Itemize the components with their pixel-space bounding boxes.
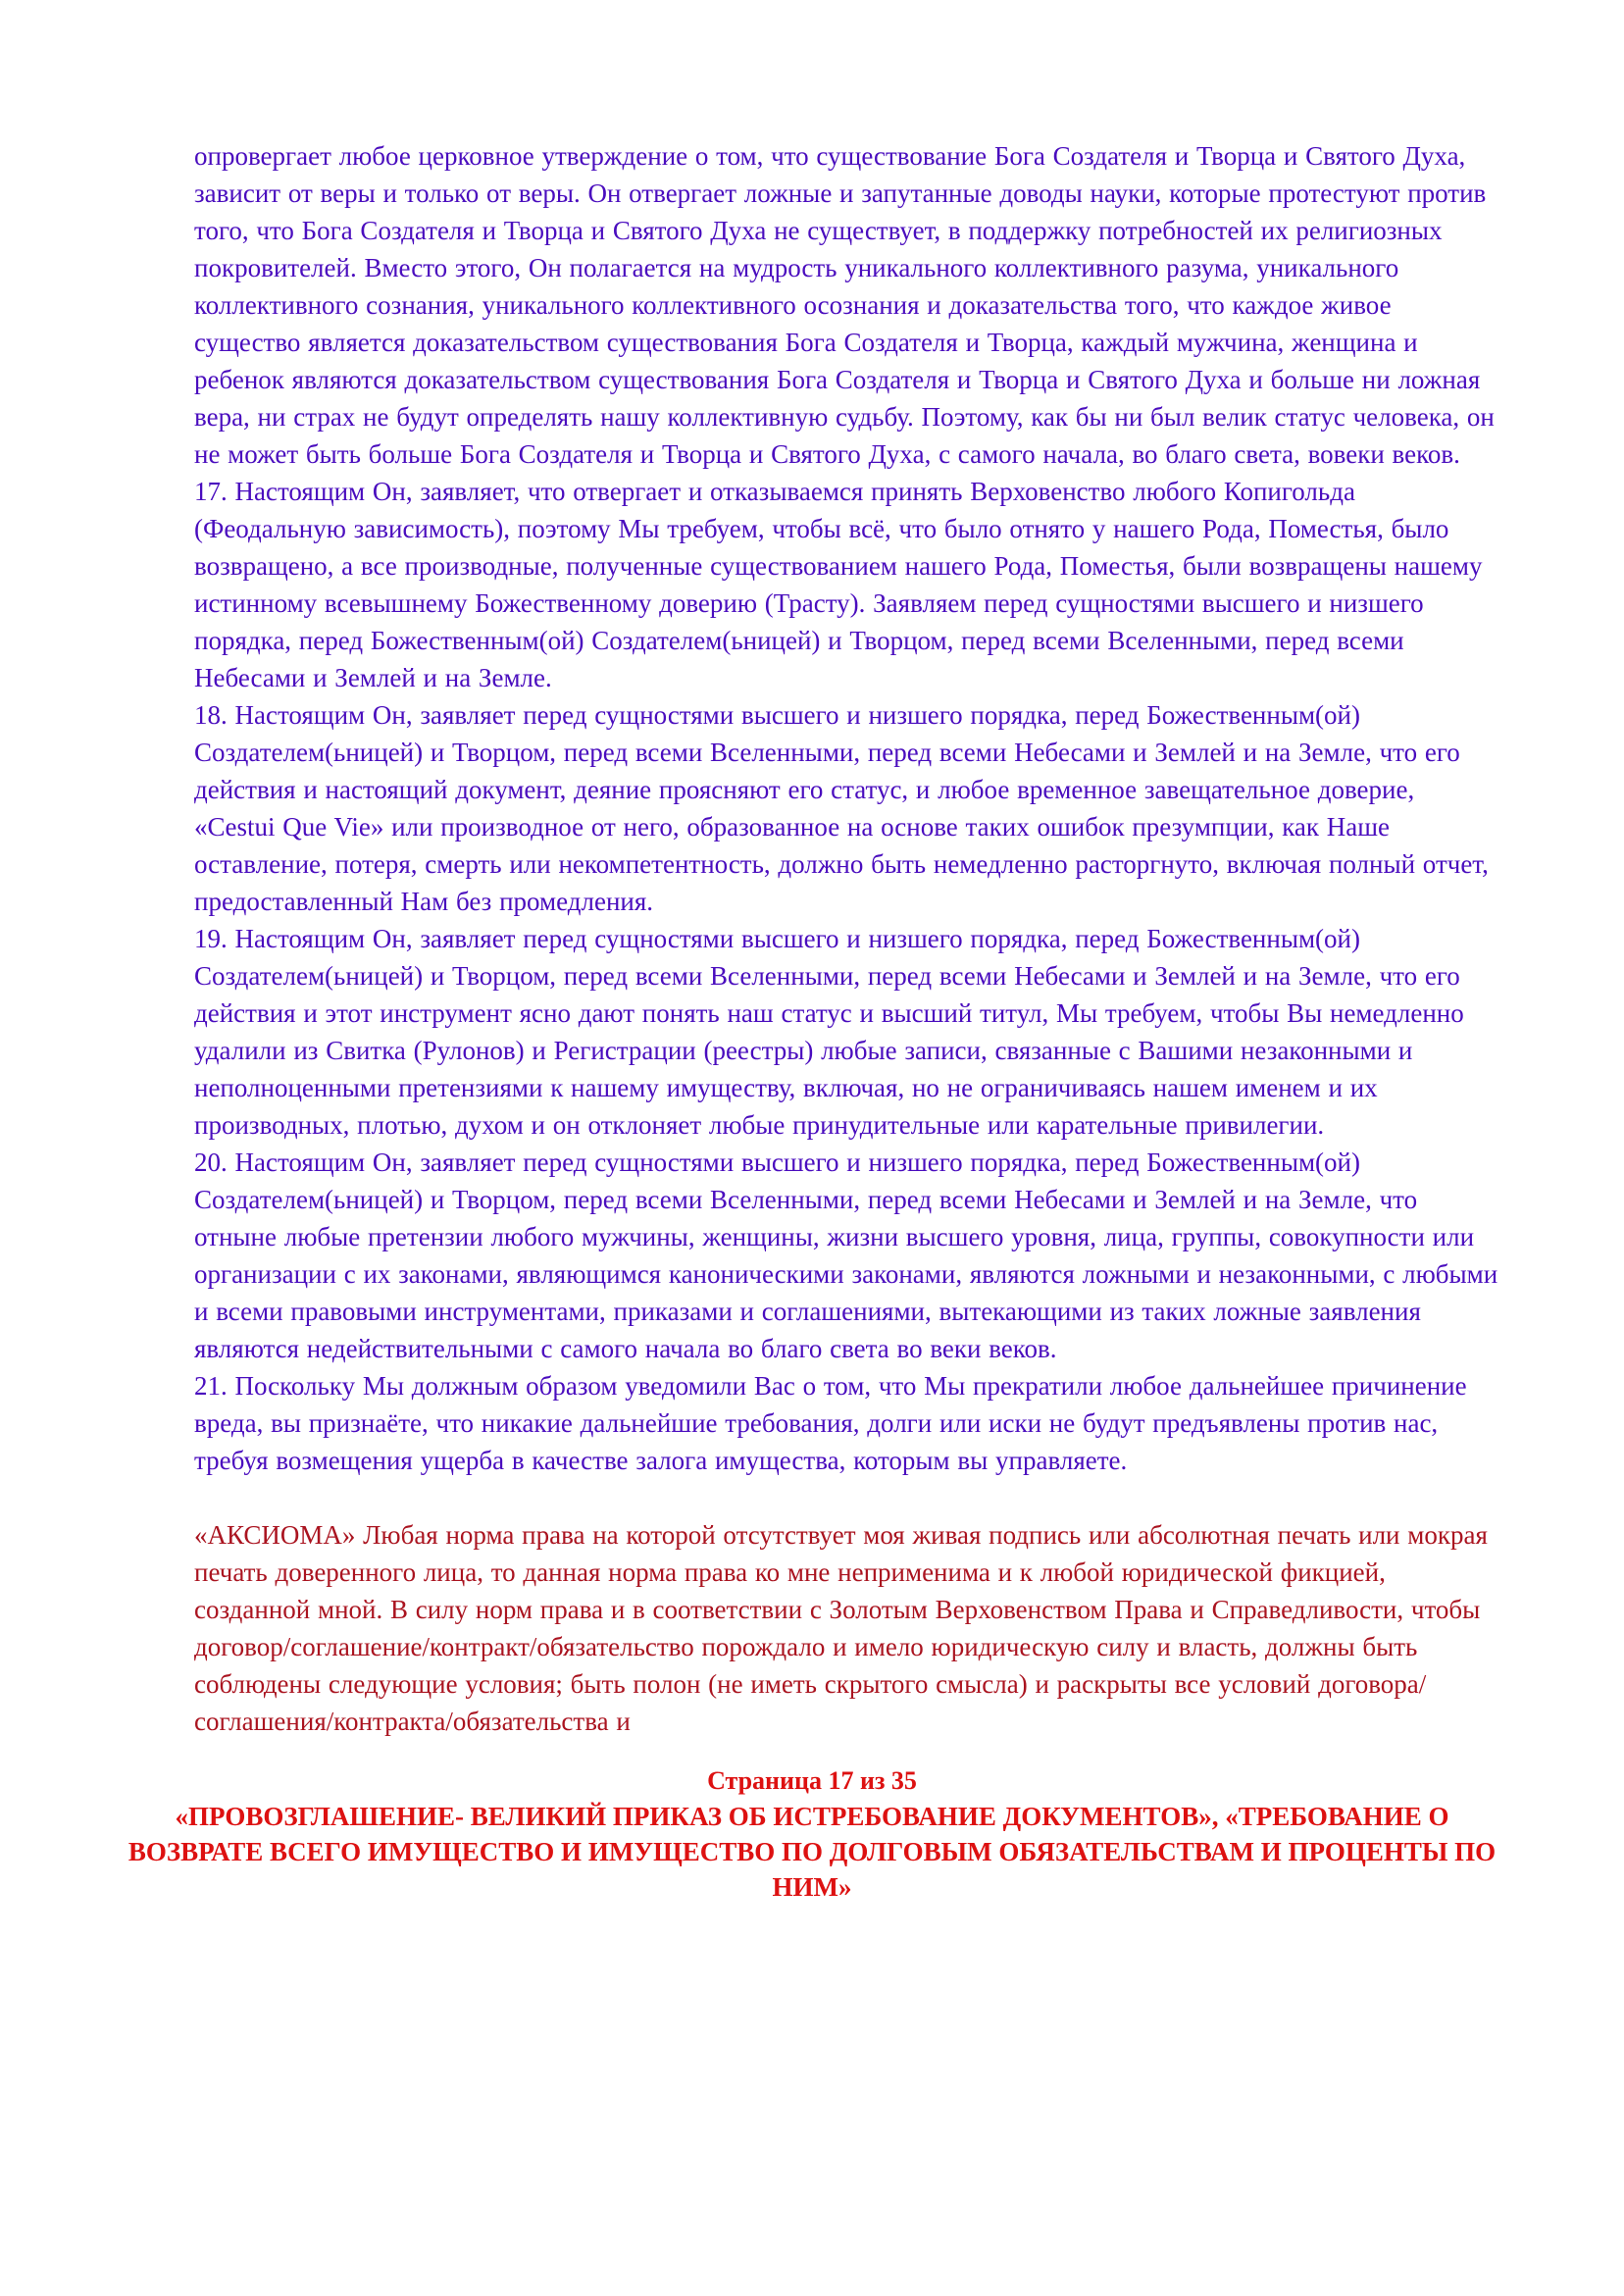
document-body bbox=[0, 137, 1624, 1740]
paragraph-item-18: 18. Настоящим Он, заявляет перед сущностями высшего и низшего порядка, перед Божественным(ой) Создателем(ьницей) и Творцом, перед всеми Вселенными, перед всеми Небесами и Землей и на Земле, что его действия и настоящий документ, деяние проясняют его статус, и любое временное завещательное доверие, «Cestui Que Vie» или производное от него, образованное на основе таких ошибок презумпции, как Наше оставление, потеря, смерть или некомпетентность, должно быть немедленно расторгнуто, включая полный отчет, предоставленный Нам без промедления. bbox=[194, 700, 1489, 916]
paragraph-intro-continuation: опровергает любое церковное утверждение о том, что существование Бога Создателя и Творца и Святого Духа, зависит от веры и только от веры. Он отвергает ложные и запутанные доводы науки, которые протестуют против того, что Бога Создателя и Творца и Святого Духа не существует, в поддержку потребностей их религиозных покровителей. Вместо этого, Он полагается на мудрость уникального коллективного разума, уникального коллективного сознания, уникального коллективного осознания и доказательства того, что каждое живое существо является доказательством существования Бога Создателя и Творца, каждый мужчина, женщина и ребенок являются доказательством существования Бога Создателя и Творца и Святого Духа и больше ни ложная вера, ни страх не будут определять нашу коллективную судьбу. Поэтому, как бы ни был велик статус человека, он не может быть больше Бога Создателя и Творца и Святого Духа, с самого начала, во благо света, вовеки веков. bbox=[194, 141, 1495, 469]
document-footer-title: «ПРОВОЗГЛАШЕНИЕ- ВЕЛИКИЙ ПРИКАЗ ОБ ИСТРЕБОВАНИЕ ДОКУМЕНТОВ», «ТРЕБОВАНИЕ О ВОЗВРАТЕ ВСЕГО ИМУЩЕСТВО И ИМУЩЕСТВО ПО ДОЛГОВЫМ ОБЯЗАТЕЛЬСТВАМ И ПРОЦЕНТЫ ПО НИМ» bbox=[127, 1802, 1497, 1902]
paragraph-item-17: 17. Настоящим Он, заявляет, что отвергает и отказываемся принять Верховенство любого Копигольда (Феодальную зависимость), поэтому Мы требуем, чтобы всё, что было отнято у нашего Рода, Поместья, было возвращено, а все производные, полученные существованием нашего Рода, Поместья, были возвращены нашему истинному всевышнему Божественному доверию (Трасту). Заявляем перед сущностями высшего и низшего порядка, перед Божественным(ой) Создателем(ьницей) и Творцом, перед всеми Вселенными, перед всеми Небесами и Землей и на Земле. bbox=[194, 477, 1483, 692]
paragraph-item-21: 21. Поскольку Мы должным образом уведомили Вас о том, что Мы прекратили любое дальнейшее причинение вреда, вы признаёте, что никакие дальнейшие требования, долги или иски не будут предъявлены против нас, требуя возмещения ущерба в качестве залога имущества, которым вы управляете. bbox=[194, 1371, 1467, 1475]
paragraph-axiom: «АКСИОМА» Любая норма права на которой отсутствует моя живая подпись или абсолютная печать или мокрая печать доверенного лица, то данная норма права ко мне неприменима и к любой юридической фикцией, созданной мной. В силу норм права и в соответствии с Золотым Верховенством Права и Справедливости, чтобы договор/соглашение/контракт/обязательство порождало и имело юридическую силу и власть, должны быть соблюдены следующие условия; быть полон (не иметь скрытого смысла) и раскрыты все условий договора/соглашения/контракта/обязательства и bbox=[194, 1520, 1488, 1736]
page-footer bbox=[0, 1763, 1624, 1905]
paragraph-item-19: 19. Настоящим Он, заявляет перед сущностями высшего и низшего порядка, перед Божественным(ой) Создателем(ьницей) и Творцом, перед всеми Вселенными, перед всеми Небесами и Землей и на Земле, что его действия и этот инструмент ясно дают понять наш статус и высший титул, Мы требуем, чтобы Вы немедленно удалили из Свитка (Рулонов) и Регистрации (реестры) любые записи, связанные с Вашими незаконными и неполноценными претензиями к нашему имуществу, включая, но не ограничиваясь нашем именем и их производных, плотью, духом и он отклоняет любые принудительные или карательные привилегии. bbox=[194, 924, 1464, 1140]
paragraph-item-20: 20. Настоящим Он, заявляет перед сущностями высшего и низшего порядка, перед Божественным(ой) Создателем(ьницей) и Творцом, перед всеми Вселенными, перед всеми Небесами и Землей и на Земле, что отныне любые претензии любого мужчины, женщины, жизни высшего уровня, лица, группы, совокупности или организации с их законами, являющимся каноническими законами, являются ложными и незаконными, с любыми и всеми правовыми инструментами, приказами и соглашениями, вытекающими из таких ложные заявления являются недействительными с самого начала во благо света во веки веков. bbox=[194, 1148, 1498, 1363]
page-number-indicator: Страница 17 из 35 bbox=[707, 1766, 917, 1795]
